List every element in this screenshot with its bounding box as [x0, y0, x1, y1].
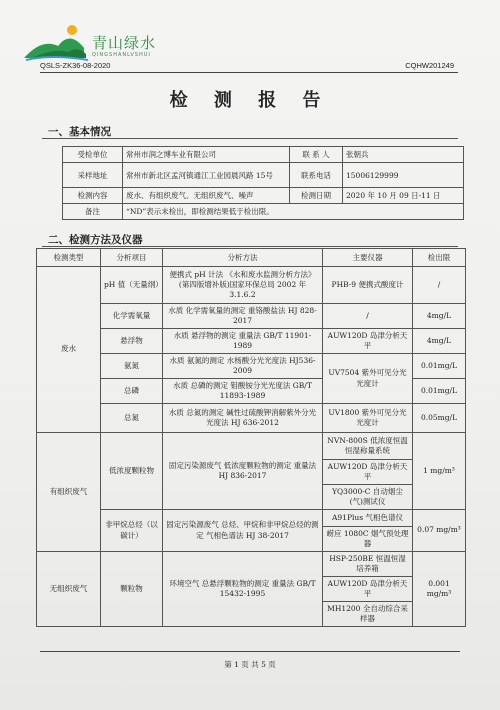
- cell-label: 备注: [63, 204, 123, 220]
- section-methods-heading: 二、检测方法及仪器: [48, 234, 143, 246]
- limit-cell: 1 mg/m³: [413, 433, 466, 510]
- limit-cell: 4mg/L: [413, 329, 466, 354]
- instrument-cell: MH1200 全自动综合采样器: [323, 602, 413, 627]
- company-name-cn: 青山绿水: [92, 34, 157, 52]
- table-header-row: [37, 249, 466, 267]
- report-number: CQHW201249: [405, 61, 454, 70]
- column-header: 主要仪器: [323, 249, 413, 267]
- limit-cell: 0.01mg/L: [413, 354, 466, 379]
- item-cell: 悬浮物: [101, 329, 163, 354]
- note-text: “ND”表示未检出，即检测结果低于检出限。: [123, 204, 464, 220]
- document-code: QSLS-ZK36-08-2020: [40, 61, 111, 70]
- item-cell: 颗粒物: [101, 552, 163, 627]
- instrument-cell: PHB-9 便携式酸度计: [323, 267, 413, 304]
- method-cell: 水质 化学需氧量的测定 重铬酸盐法 HJ 828-2017: [163, 304, 323, 329]
- cell-value: 张朝兵: [343, 147, 464, 163]
- table-row: [37, 552, 466, 577]
- page-counter: 第 1 页 共 5 页: [224, 660, 276, 669]
- instrument-cell: AUW120D 岛津分析天平: [323, 577, 413, 602]
- instrument-cell: YQ3000-C 自动烟尘(气)测试仪: [323, 485, 413, 510]
- cell-value: 废水、有组织废气、无组织废气、噪声: [123, 188, 290, 204]
- column-header: 分析项目: [101, 249, 163, 267]
- instrument-cell: HSP-250BE 恒温恒湿培养箱: [323, 552, 413, 577]
- method-cell: 便携式 pH 计法 《水和废水监测分析方法》(第四版增补版)国家环保总局 2002 年 3.1.6.2: [163, 267, 323, 304]
- method-cell: 固定污染源废气 低浓度颗粒物的测定 重量法 HJ 836-2017: [163, 433, 323, 510]
- cell-value: 15006129999: [343, 163, 464, 188]
- table-row: [63, 188, 464, 204]
- cell-value: 常州市新北区孟河镇通江工业园晨风路 15号: [123, 163, 290, 188]
- instrument-cell: 崂应 1080C 烟气预处理器: [323, 527, 413, 552]
- item-cell: 总磷: [101, 379, 163, 404]
- item-cell: 非甲烷总烃（以碳计）: [101, 510, 163, 552]
- table-row: [37, 354, 466, 379]
- type-cell: 废水: [37, 267, 101, 433]
- cell-value: 2020 年 10 月 09 日-11 日: [343, 188, 464, 204]
- cell-label: 联 系 人: [290, 147, 343, 163]
- section-basic-heading: 一、基本情况: [48, 126, 111, 138]
- method-cell: 环境空气 总悬浮颗粒物的测定 重量法 GB/T 15432-1995: [163, 552, 323, 627]
- table-row: [37, 433, 466, 460]
- instrument-cell: AUW120D 岛津分析天平: [323, 329, 413, 354]
- method-cell: 固定污染源废气 总烃、甲烷和非甲烷总烃的测定 气相色谱法 HJ 38-2017: [163, 510, 323, 552]
- item-cell: 氨氮: [101, 354, 163, 379]
- method-cell: 水质 总氮的测定 碱性过硫酸钾消解紫外分光光度法 HJ 636-2012: [163, 404, 323, 433]
- column-header: 检出限: [413, 249, 466, 267]
- cell-value: 常州市润之博车业有限公司: [123, 147, 290, 163]
- column-header: 分析方法: [163, 249, 323, 267]
- table-row: [37, 510, 466, 527]
- section-methods-divider: [42, 246, 458, 247]
- limit-cell: 0.01mg/L: [413, 379, 466, 404]
- footer-divider: [40, 651, 460, 652]
- header-divider: [40, 72, 458, 73]
- method-cell: 水质 总磷的测定 钼酸铵分光光度法 GB/T 11893-1989: [163, 379, 323, 404]
- basic-info-table: [62, 146, 464, 220]
- instrument-cell: UV7504 紫外可见分光光度计: [323, 354, 413, 404]
- item-cell: pH 值（无量纲）: [101, 267, 163, 304]
- cell-label: 检测内容: [63, 188, 123, 204]
- instrument-cell: /: [323, 304, 413, 329]
- type-cell: 无组织废气: [37, 552, 101, 627]
- limit-cell: 4mg/L: [413, 304, 466, 329]
- cell-label: 受检单位: [63, 147, 123, 163]
- item-cell: 化学需氧量: [101, 304, 163, 329]
- type-cell: 有组织废气: [37, 433, 101, 552]
- table-row: [63, 204, 464, 220]
- table-row: [63, 147, 464, 163]
- instrument-cell: UV1800 紫外可见分光光度计: [323, 404, 413, 433]
- table-row: [37, 404, 466, 433]
- table-row: [37, 329, 466, 354]
- table-row: [37, 304, 466, 329]
- method-cell: 水质 氨氮的测定 水杨酸分光光度法 HJ536-2009: [163, 354, 323, 379]
- item-cell: 低浓度颗粒物: [101, 433, 163, 510]
- column-header: 检测类型: [37, 249, 101, 267]
- instrument-cell: AUW120D 岛津分析天平: [323, 460, 413, 485]
- instrument-cell: NVN-800S 低浓度恒温恒湿称量系统: [323, 433, 413, 460]
- limit-cell: 0.07 mg/m³: [413, 510, 466, 552]
- cell-label: 检测日期: [290, 188, 343, 204]
- table-row: [63, 163, 464, 188]
- limit-cell: /: [413, 267, 466, 304]
- methods-table: [36, 248, 466, 627]
- report-title: 检 测 报 告: [169, 90, 331, 111]
- section-basic-divider: [42, 138, 458, 139]
- method-cell: 水质 悬浮物的测定 重量法 GB/T 11901-1989: [163, 329, 323, 354]
- limit-cell: 0.001 mg/m³: [413, 552, 466, 627]
- item-cell: 总氮: [101, 404, 163, 433]
- instrument-cell: A91Plus 气相色谱仪: [323, 510, 413, 527]
- cell-label: 联系电话: [290, 163, 343, 188]
- company-name-en: QINGSHANLVSHUI: [92, 52, 151, 58]
- table-row: [37, 267, 466, 304]
- limit-cell: 0.05mg/L: [413, 404, 466, 433]
- cell-label: 采样地址: [63, 163, 123, 188]
